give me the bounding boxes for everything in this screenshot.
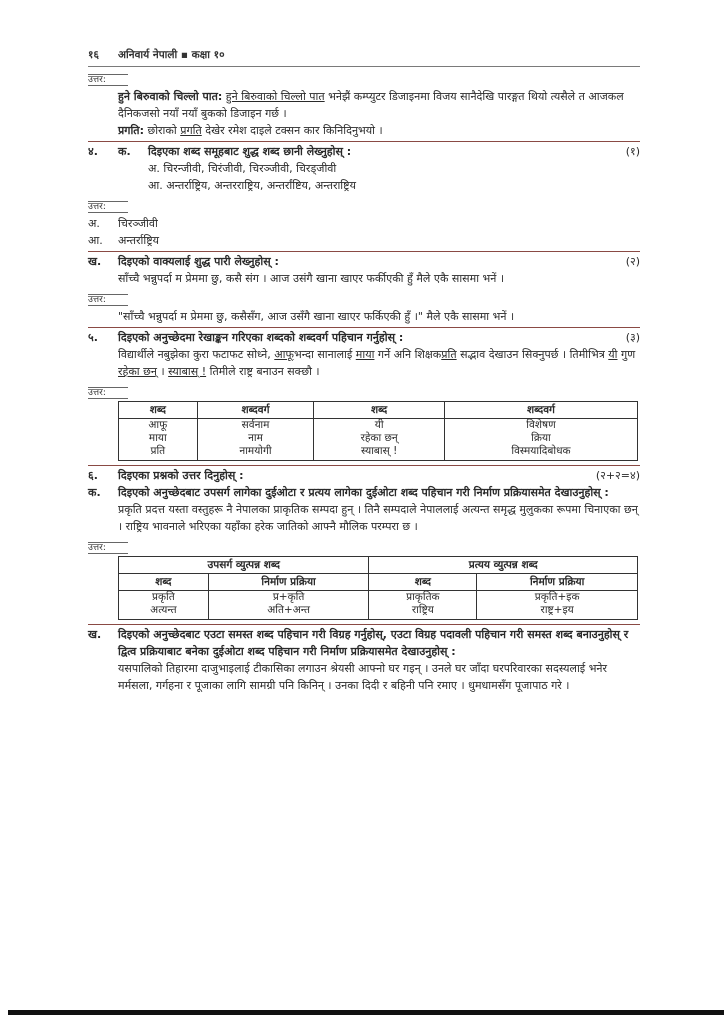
question-4-ka [88, 143, 640, 160]
question-4-kha [88, 253, 640, 270]
table-cell: रहेका छन् [314, 432, 445, 445]
section-divider [88, 327, 640, 328]
answer-label: उत्तर: [88, 201, 128, 213]
marks: (२) [625, 255, 640, 268]
column-header: निर्माण प्रक्रिया [477, 574, 638, 591]
group-header: उपसर्ग व्युत्पन्न शब्द [119, 557, 369, 574]
table-cell: क्रिया [444, 432, 637, 445]
marks: (३) [625, 331, 640, 344]
page-bottom-border [8, 1010, 724, 1015]
table-cell: राष्ट्रिय [369, 604, 477, 620]
answer-label: उत्तर: [88, 542, 128, 554]
column-header: शब्द [314, 402, 445, 419]
table-cell: अत्यन्त [119, 604, 209, 620]
passage-text: सद्भाव देखाउन सिक्नुपर्छ । तिमीभित्र [456, 348, 609, 361]
passage: यसपालिको तिहारमा दाजुभाइलाई टीकासिका लगाउन श्रेयसी आफ्नो घर गइन् । उनले घर जाँदा घरपरिवारका सदस्यलाई भनेर मर्मसला, गर्गहना र पूजाका लागि सामग्री पनि किनिन् । उनका दिदी र बहिनी पनि रमाए । धुमधामसँग पूजापाठ गरे । [118, 662, 608, 692]
column-header: निर्माण प्रक्रिया [208, 574, 369, 591]
sentence: देखेर रमेश दाइले टक्सन कार किनिदिनुभयो । [201, 124, 383, 137]
word-class-table [118, 401, 638, 461]
marks: (१) [625, 145, 640, 158]
underlined-term: हुने बिरुवाको चिल्लो पात [225, 90, 325, 103]
passage-text: गुण [617, 348, 636, 361]
column-header: शब्द [119, 574, 209, 591]
answer-label-a: अ. [88, 217, 100, 230]
answer-value: अन्तर्राष्ट्रिय [118, 234, 160, 247]
passage-text: विद्यार्थीले नबुझेका कुरा फटाफट सोध्ने, [118, 348, 275, 361]
question-number: ५. [88, 331, 98, 344]
column-header: शब्दवर्ग [197, 402, 314, 419]
question-6 [88, 467, 640, 484]
passage: प्रकृति प्रदत्त यस्ता वस्तुहरू नै नेपालका प्राकृतिक सम्पदा हुन् । तिनै सम्पदाले नेपाललाई अत्यन्त समृद्ध मुलुकका रूपमा चिनाएका छन् । राष्ट्रिय भावनाले भरिएका यहाँका हरेक जातिको आफ्नै मौलिक परम्परा छ । [118, 503, 638, 533]
question-number: ४. [88, 145, 98, 158]
passage-text: तिमीले राष्ट्र बनाउन सक्छौ । [206, 365, 320, 378]
section-divider [88, 251, 640, 252]
marks: (२+२=४) [595, 469, 640, 482]
table-row [119, 419, 638, 433]
term: हुने बिरुवाको चिल्लो पात: [118, 90, 223, 103]
answer-sentence: "साँच्चै भन्नुपर्दा म प्रेममा छु, कसैसँग, आज उसँगै खाना खाएर फर्किएकी हुँ ।" मैले एकै सासमा भनें । [118, 310, 515, 323]
sub-label: ख. [88, 628, 102, 641]
underlined-word: रहेका छन् [118, 365, 157, 378]
table-cell: नामयोगी [197, 445, 314, 461]
sentence: भनेझैं कम्प्युटर डिजाइनमा विजय सानैदेखि पारङ्गत थियो त्यसैले त आजकल दैनिकजसो नयाँ नयाँ बुकको डिजाइन गर्छ । [118, 90, 624, 120]
derivation-table [118, 556, 638, 620]
answer-row [88, 232, 640, 249]
underlined-word: प्रति [441, 348, 457, 361]
table-row [119, 445, 638, 461]
table-row [119, 432, 638, 445]
sentence: छोराको [143, 124, 181, 137]
table-row [119, 591, 638, 605]
answer-value: चिरञ्जीवी [118, 217, 158, 230]
table-cell: प्राकृतिक [369, 591, 477, 605]
table-cell: राष्ट्र+इय [477, 604, 638, 620]
table-group-header-row [119, 557, 638, 574]
option: आ. अन्तर्राष्ट्रिय, अन्तरराष्ट्रिय, अन्तर्रांष्टिय, अन्तराष्ट्रिय [148, 179, 356, 192]
table-cell: सर्वनाम [197, 419, 314, 433]
table-cell: यी [314, 419, 445, 433]
answer-label-aa: आ. [88, 234, 103, 247]
question-number: ६. [88, 469, 98, 482]
table-cell: प्रकृति [119, 591, 209, 605]
question-text: दिइएका प्रश्नको उत्तर दिनुहोस् : [118, 469, 244, 482]
option: अ. चिरन्जीवी, चिरंजीवी, चिरञ्जीवी, चिरड्जीवी [148, 162, 337, 175]
sub-label: क. [118, 145, 131, 158]
term: प्रगति: [118, 124, 144, 137]
answer-label: उत्तर: [88, 294, 128, 306]
answer-label: उत्तर: [88, 387, 128, 399]
sub-label: क. [88, 486, 101, 499]
table-header-row [119, 574, 638, 591]
table-cell: प्र+कृति [208, 591, 369, 605]
answer-item-1 [88, 88, 640, 122]
table-cell: विस्मयादिबोधक [444, 445, 637, 461]
table-cell: माया [119, 432, 198, 445]
textbook-page [88, 48, 640, 694]
section-divider [88, 465, 640, 466]
question-5 [88, 329, 640, 346]
answer-item-2 [88, 122, 640, 139]
header-rule [88, 66, 640, 67]
passage-text: भन्दा सानालाई [294, 348, 356, 361]
page-number: १६ [88, 49, 99, 61]
table-cell: अति+अन्त [208, 604, 369, 620]
table-cell: विशेषण [444, 419, 637, 433]
table-cell: स्याबास् ! [314, 445, 445, 461]
table-cell: प्रकृति+इक [477, 591, 638, 605]
answer-label: उत्तर: [88, 74, 128, 86]
underlined-word: आफू [274, 348, 295, 361]
table-cell: नाम [197, 432, 314, 445]
passage [88, 346, 640, 380]
passage-text: गर्ने अनि शिक्षक [374, 348, 442, 361]
underlined-word: यी [608, 348, 618, 361]
sub-label: ख. [88, 255, 102, 268]
underlined-word: स्याबास् ! [168, 365, 207, 378]
table-cell: आफू [119, 419, 198, 433]
table-header-row [119, 402, 638, 419]
group-header: प्रत्यय व्युत्पन्न शब्द [369, 557, 638, 574]
section-divider [88, 141, 640, 142]
answer-row [88, 215, 640, 232]
given-sentence: साँच्चै भन्नुपर्दा म प्रेममा छु, कसै संग । आज उसंगै खाना खाएर फर्कीएकी हुँ मैले एकै सासमा भनें । [118, 272, 505, 285]
table-row [119, 604, 638, 620]
table-cell: प्रति [119, 445, 198, 461]
question-text: दिइएको अनुच्छेदमा रेखाङ्कन गरिएका शब्दको शब्दवर्ग पहिचान गर्नुहोस् : [118, 331, 404, 344]
passage-text: । [156, 365, 169, 378]
underlined-term: प्रगति [180, 124, 202, 137]
question-6-ka [88, 484, 640, 501]
question-text: दिइएको अनुच्छेदबाट एउटा समस्त शब्द पहिचान गरी विग्रह गर्नुहोस्, एउटा विग्रह पदावली पहिचान गरी समस्त शब्द बनाउनुहोस् र द्वित्व प्रक्रियाबाट बनेका दुईओटा शब्द पहिचान गरी निर्माण प्रक्रियासमेत देखाउनुहोस् : [118, 628, 629, 658]
column-header: शब्द [119, 402, 198, 419]
section-divider [88, 624, 640, 625]
running-header [88, 48, 640, 64]
question-text: दिइएका शब्द समूहबाट शुद्ध शब्द छानी लेख्नुहोस् : [148, 145, 352, 158]
underlined-word: माया [355, 348, 375, 361]
book-title: अनिवार्य नेपाली ▪ कक्षा १० [118, 49, 225, 61]
question-text: दिइएको वाक्यलाई शुद्ध पारी लेख्नुहोस् : [118, 255, 279, 268]
question-6-kha [88, 626, 640, 660]
column-header: शब्दवर्ग [444, 402, 637, 419]
column-header: शब्द [369, 574, 477, 591]
question-text: दिइएको अनुच्छेदबाट उपसर्ग लागेका दुईओटा र प्रत्यय लागेका दुईओटा शब्द पहिचान गरी निर्माण प्रक्रियासमेत देखाउनुहोस् : [118, 486, 609, 499]
